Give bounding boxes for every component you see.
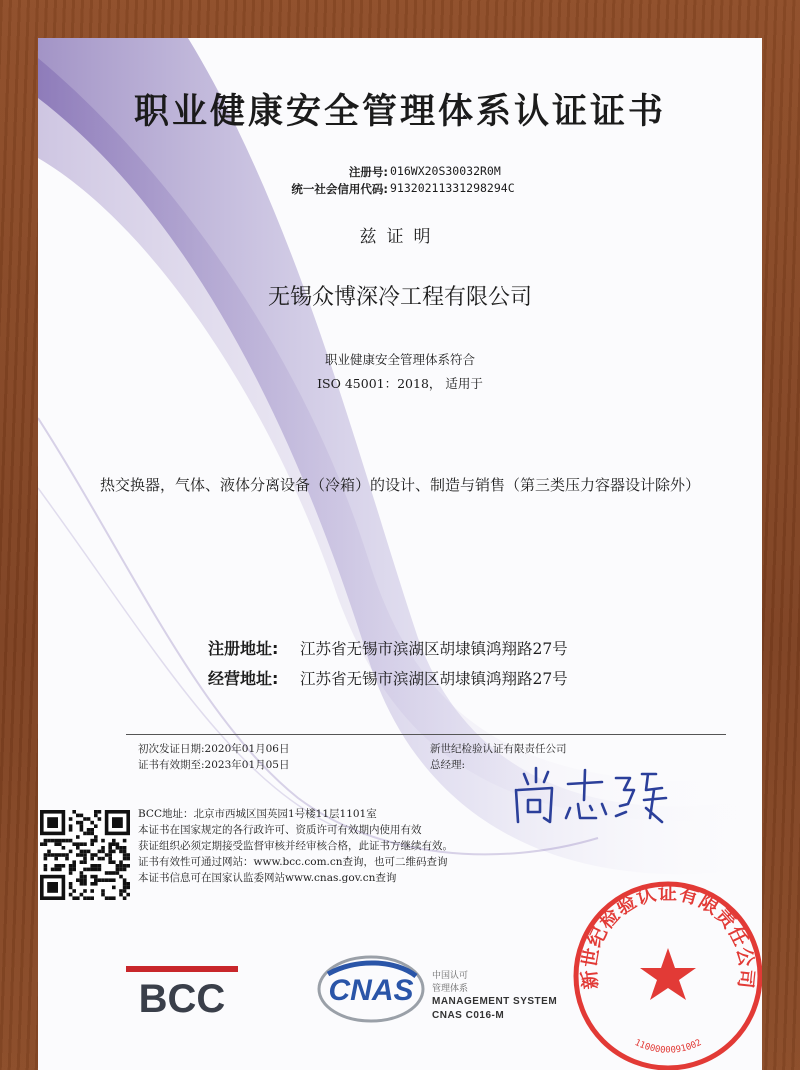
bcc-info-line: 本证书在国家规定的各行政许可、资质许可有效期内使用有效 bbox=[138, 824, 422, 836]
bcc-logo-text: BCC bbox=[138, 977, 226, 1018]
bcc-info-line: 获证组织必须定期接受监督审核并经审核合格，此证书方继续有效。 bbox=[138, 840, 453, 852]
valid-until-value: 2023年01月05日 bbox=[204, 759, 290, 771]
cnas-code-label: CNAS C016-M bbox=[432, 1010, 505, 1021]
conformity-text: 职业健康安全管理体系符合 bbox=[324, 352, 475, 367]
issuer-name: 新世纪检验认证有限责任公司 bbox=[430, 743, 567, 755]
hereby-certify-text: 兹证明 bbox=[359, 227, 441, 247]
qr-code-icon bbox=[40, 810, 130, 900]
cnas-logo-text: CNAS bbox=[328, 974, 414, 1007]
issue-date-label: 初次发证日期: bbox=[138, 743, 205, 755]
certificate-title: 职业健康安全管理体系认证证书 bbox=[133, 91, 666, 132]
certificate-paper bbox=[38, 38, 762, 1070]
credit-code-value: 91320211331298294C bbox=[390, 181, 515, 195]
seal-number: 1100000091002 bbox=[632, 1038, 704, 1056]
issue-date-row bbox=[138, 741, 290, 756]
bcc-address-line: BCC地址：北京市西城区国英园1号楼11层1101室 bbox=[138, 808, 377, 820]
certification-scope: 热交换器，气体、液体分离设备（冷箱）的设计、制造与销售（第三类压力容器设计除外） bbox=[99, 476, 700, 494]
divider-line bbox=[126, 734, 726, 735]
registration-number-value: 016WX20S30032R0M bbox=[390, 164, 501, 178]
registered-address-label: 注册地址: bbox=[208, 639, 279, 658]
general-manager-label: 总经理: bbox=[430, 759, 466, 771]
bcc-info-line: 证书有效性可通过网站：www.bcc.com.cn查询，也可二维码查询 bbox=[138, 856, 448, 868]
qr-code[interactable] bbox=[40, 810, 130, 900]
credit-code-label: 统一社会信用代码: bbox=[291, 182, 388, 196]
valid-until-row bbox=[138, 757, 290, 772]
cnas-cn-line2: 管理体系 bbox=[432, 984, 469, 994]
registration-number-label: 注册号: bbox=[348, 165, 388, 179]
cnas-cn-line1: 中国认可 bbox=[432, 971, 469, 981]
registered-address-value: 江苏省无锡市滨湖区胡埭镇鸿翔路27号 bbox=[300, 640, 568, 658]
valid-until-label: 证书有效期至: bbox=[138, 759, 205, 771]
business-address-label: 经营地址: bbox=[208, 669, 279, 688]
seal-text: 新世纪检验认证有限责任公司 bbox=[578, 882, 758, 991]
management-system-label: MANAGEMENT SYSTEM bbox=[432, 996, 558, 1007]
business-address-value: 江苏省无锡市滨湖区胡埭镇鸿翔路27号 bbox=[300, 670, 568, 688]
cnas-logo bbox=[316, 954, 426, 1024]
bcc-logo bbox=[126, 966, 238, 1018]
company-seal bbox=[568, 876, 762, 1070]
bcc-info-line: 本证书信息可在国家认监委网站www.cnas.gov.cn查询 bbox=[138, 872, 397, 884]
company-name: 无锡众博深冷工程有限公司 bbox=[267, 285, 532, 310]
seal-star-icon bbox=[640, 948, 696, 1000]
signature-handwriting bbox=[506, 760, 676, 830]
standard-text: ISO 45001：2018， 适用于 bbox=[317, 376, 483, 391]
issue-date-value: 2020年01月06日 bbox=[204, 743, 290, 755]
